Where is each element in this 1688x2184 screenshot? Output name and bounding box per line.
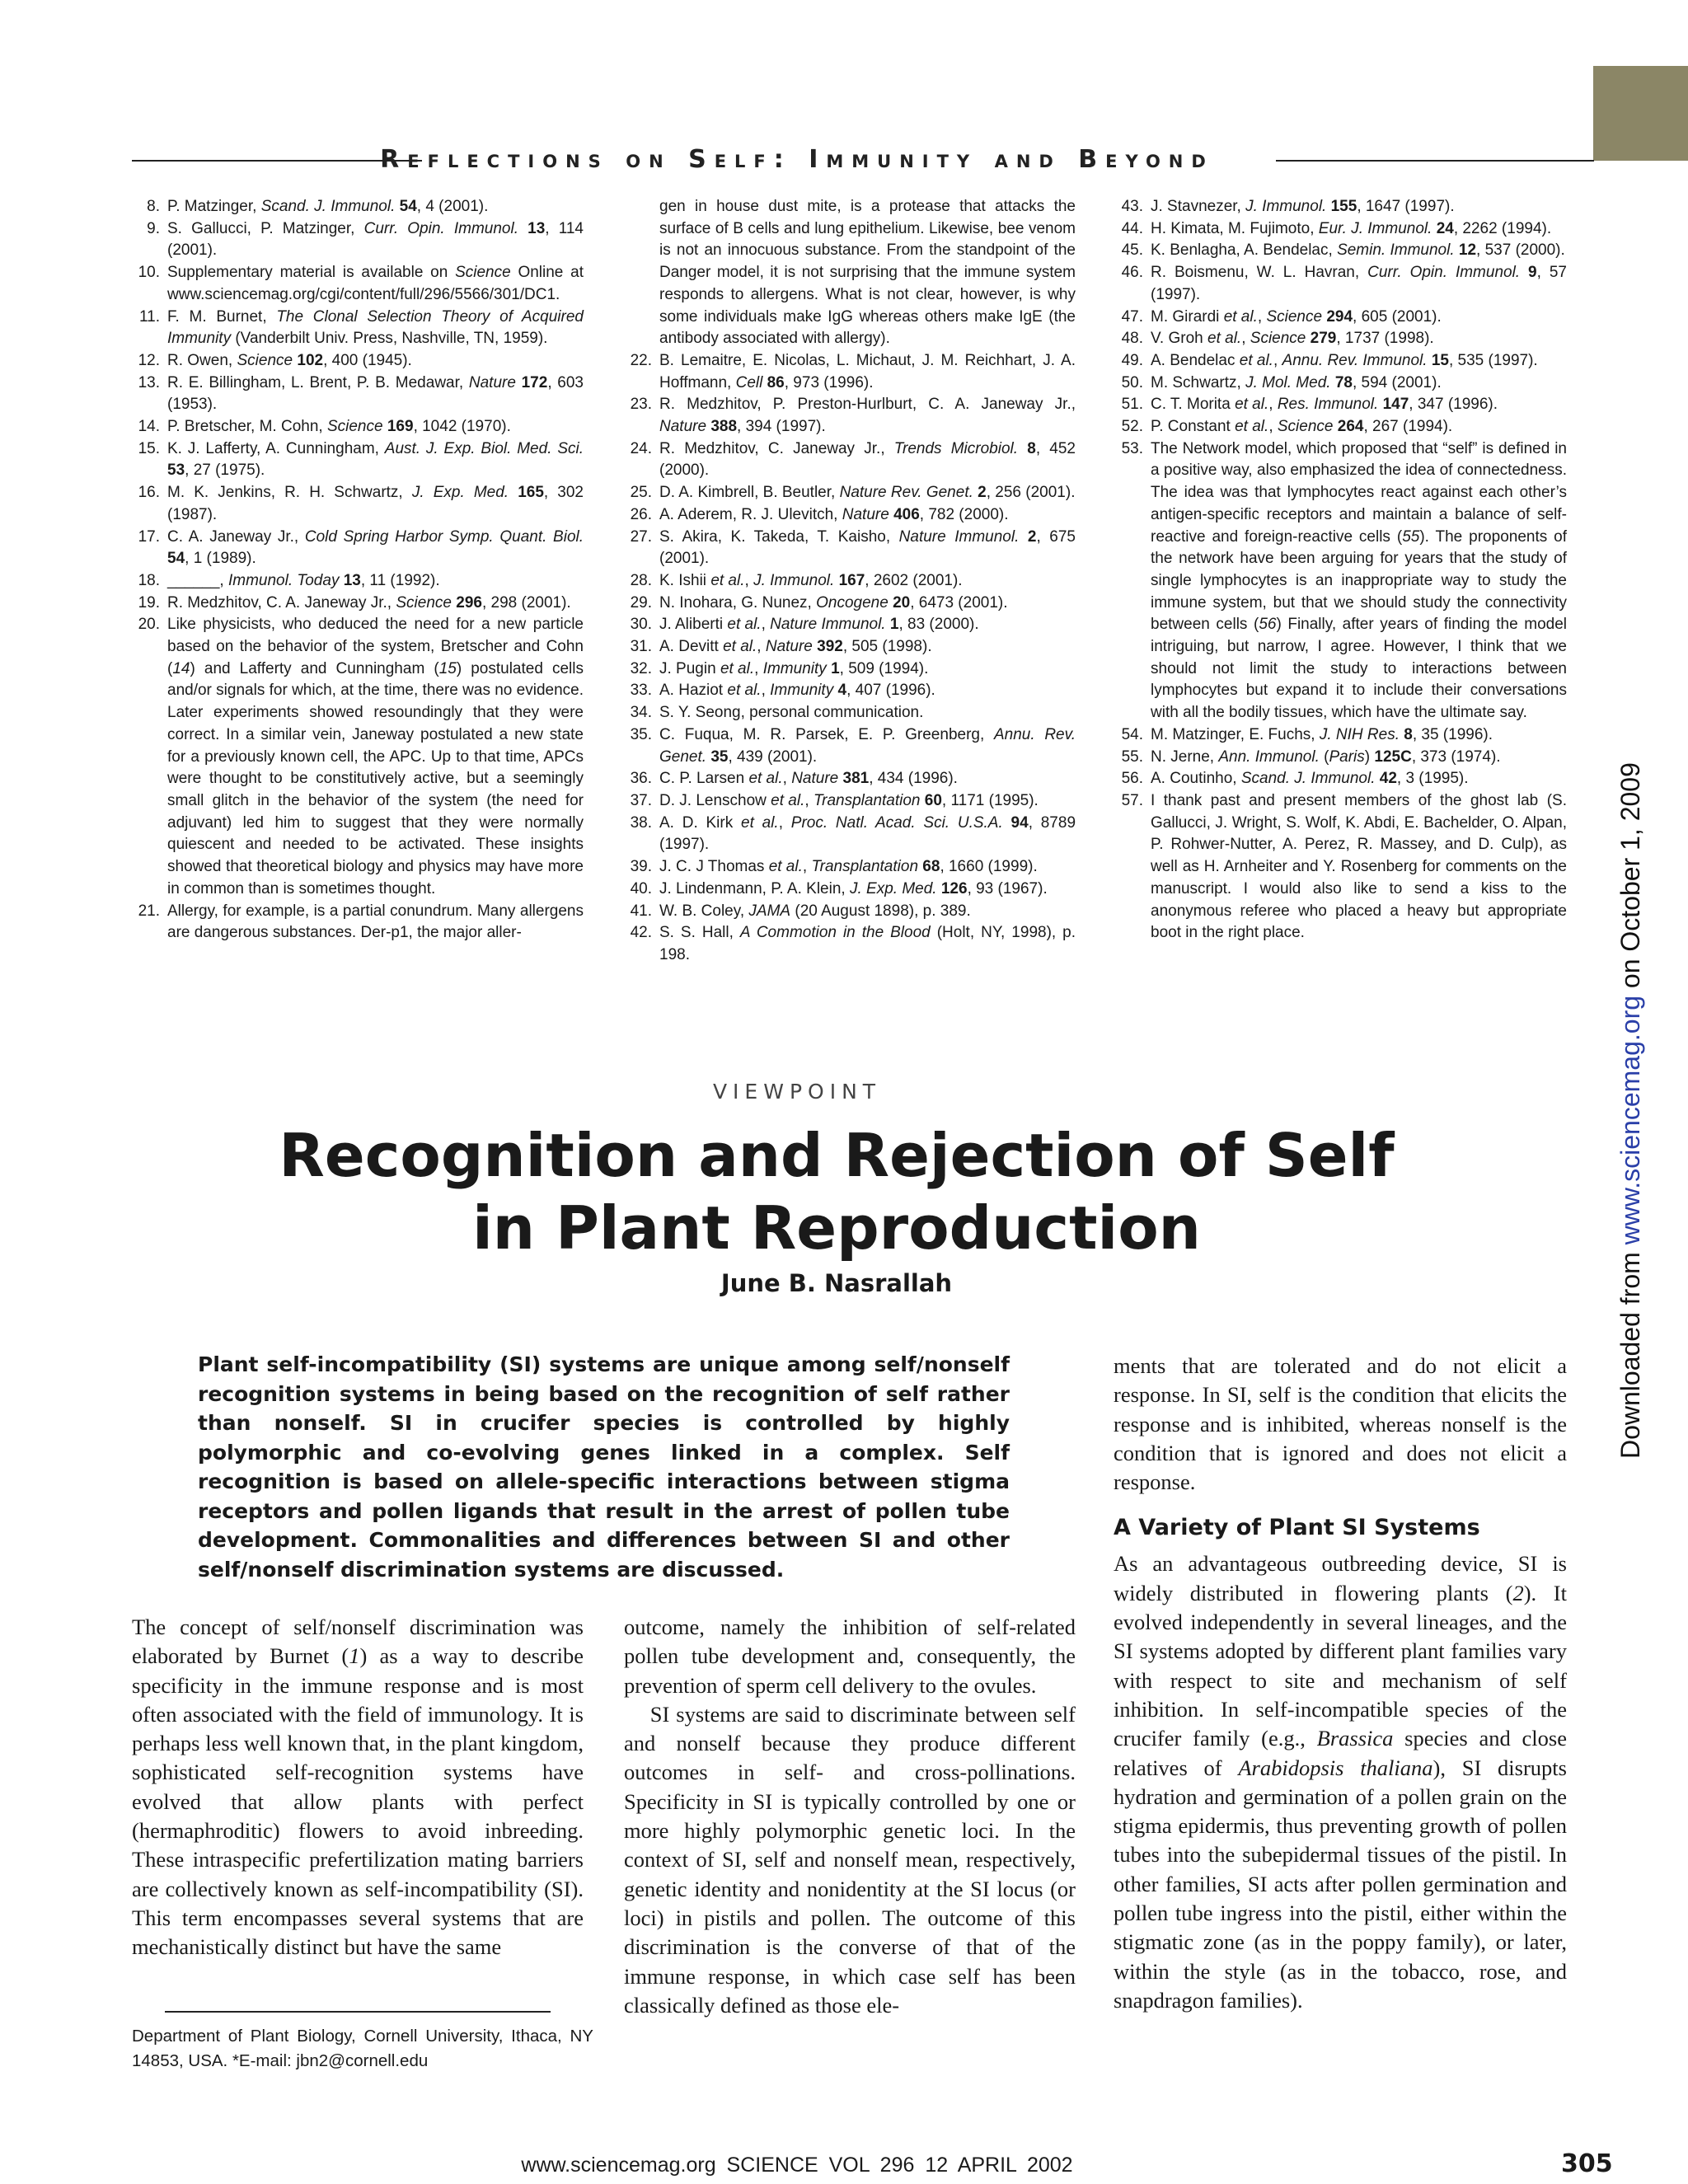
reference-number: 40. [630,879,652,898]
reference-text: N. Jerne, Ann. Immunol. (Paris) 125C, 373 (1974). [1151,748,1501,766]
reference-text: S. Gallucci, P. Matzinger, Curr. Opin. Immunol. 13, 114 (2001). [167,219,584,260]
reference-text: K. Ishii et al., J. Immunol. 167, 2602 (2001). [659,571,963,589]
reference-text: S. Y. Seong, personal communication. [659,704,924,722]
body-column-1 [132,1613,584,1962]
reference-text: A. Bendelac et al., Annu. Rev. Immunol. 15, 535 (1997). [1151,351,1538,369]
reference-text: J. Aliberti et al., Nature Immunol. 1, 83 (2000). [659,616,979,634]
reference-number: 30. [630,616,652,634]
reference-entry [1115,416,1567,438]
reference-number: 27. [630,527,652,546]
reference-entry [624,901,1076,923]
reference-number: 31. [630,638,652,656]
reference-number: 34. [630,704,652,722]
reference-entry [132,614,584,900]
reference-text: R. Boismenu, W. L. Havran, Curr. Opin. Immunol. 9, 57 (1997). [1151,264,1567,303]
reference-entry [624,922,1076,966]
reference-entry [624,813,1076,856]
reference-entry [624,879,1076,901]
reference-entry [624,196,1076,350]
reference-number: 21. [138,902,160,920]
reference-number: 16. [138,484,160,502]
reference-entry [132,527,584,570]
reference-text: K. J. Lafferty, A. Cunningham, Aust. J. Exp. Biol. Med. Sci. 53, 27 (1975). [167,439,584,480]
reference-text: P. Bretscher, M. Cohn, Science 169, 1042 (1970). [167,418,511,436]
download-notice [1615,762,1646,1459]
reference-entry [624,593,1076,615]
reference-text: M. Girardi et al., Science 294, 605 (2001). [1151,307,1442,326]
running-header: Reflections on Self: Immunity and Beyond [380,145,1214,174]
author-name: June B. Nasrallah [720,1269,953,1297]
reference-text: P. Matzinger, Scand. J. Immunol. 54, 4 (2001). [167,198,489,215]
reference-entry [132,416,584,438]
reference-entry [1115,262,1567,306]
reference-entry [624,636,1076,658]
reference-number: 26. [630,505,652,523]
reference-text: J. Lindenmann, P. A. Klein, J. Exp. Med. 126, 93 (1967). [659,879,1048,898]
reference-number: 19. [138,593,160,612]
reference-entry [624,527,1076,570]
reference-number: 48. [1121,330,1143,348]
section-color-tab [1593,66,1688,161]
body-column-2 [624,1613,1076,2020]
reference-number: 56. [1121,770,1143,788]
reference-number: 13. [138,373,160,391]
reference-text: P. Constant et al., Science 264, 267 (1994). [1151,418,1453,436]
reference-text: W. B. Coley, JAMA (20 August 1898), p. 389. [659,902,971,920]
reference-entry [1115,394,1567,416]
reference-text: R. Medzhitov, C. Janeway Jr., Trends Microbiol. 8, 452 (2000). [659,439,1076,480]
reference-number: 37. [630,791,652,809]
article-title [0,1119,1673,1264]
reference-number: 24. [630,439,652,457]
reference-number: 25. [630,484,652,502]
reference-number: 14. [138,418,160,436]
reference-entry [624,350,1076,394]
reference-entry [1115,196,1567,218]
reference-number: 47. [1121,307,1143,326]
reference-text: J. Pugin et al., Immunity 1, 509 (1994). [659,659,929,677]
reference-text: R. Medzhitov, P. Preston-Hurlburt, C. A. Janeway Jr., Nature 388, 394 (1997). [659,396,1076,436]
reference-text: V. Groh et al., Science 279, 1737 (1998). [1151,330,1434,348]
reference-text: C. Fuqua, M. R. Parsek, E. P. Greenberg, Annu. Rev. Genet. 35, 439 (2001). [659,725,1076,766]
reference-text: S. Akira, K. Takeda, T. Kaisho, Nature Immunol. 2, 675 (2001). [659,527,1076,568]
reference-entry [132,482,584,526]
reference-number: 49. [1121,351,1143,369]
reference-number: 17. [138,527,160,546]
reference-entry [132,593,584,615]
reference-entry [132,438,584,482]
reference-number: 9. [147,219,160,237]
reference-entry [1115,790,1567,944]
reference-entry [132,373,584,416]
reference-entry [624,570,1076,593]
reference-text: D. A. Kimbrell, B. Beutler, Nature Rev. Genet. 2, 256 (2001). [659,484,1076,502]
reference-number: 42. [630,924,652,942]
reference-number: 22. [630,351,652,369]
reference-number: 11. [138,307,160,326]
body-column-3 [1114,1352,1567,2015]
reference-entry [624,680,1076,702]
reference-entry [132,307,584,350]
reference-entry [132,570,584,593]
reference-text: The Network model, which proposed that “self” is defined in a positive way, also emphasized the idea of connectedness. The idea was that lymphocytes react against each other’s antigen-specific receptors and maintain a balance of self-reactive and foreign-reactive cells (55). The proponents of the network have been arguing for years that the study of single lymphocytes is an inappropriate way to study the immune system, but that we should study the connectivity between cells (56) Finally, after years of finding the model intriguing, but narrow, I agree. However, I think that we should not limit the study to interactions between lymphocytes but expand it to include their conversations with all the bodily tissues, which have the ultimate say. [1151,439,1567,722]
reference-text: M. Matzinger, E. Fuchs, J. NIH Res. 8, 35 (1996). [1151,725,1493,743]
reference-text: C. A. Janeway Jr., Cold Spring Harbor Symp. Quant. Biol. 54, 1 (1989). [167,527,584,568]
reference-text: A. Haziot et al., Immunity 4, 407 (1996). [659,682,935,700]
reference-entry [1115,307,1567,329]
reference-number: 8. [147,198,160,215]
reference-number: 51. [1121,396,1143,414]
reference-text: J. Stavnezer, J. Immunol. 155, 1647 (1997). [1151,198,1455,215]
reference-number: 50. [1121,373,1143,391]
reference-number: 44. [1121,219,1143,237]
reference-text: B. Lemaitre, E. Nicolas, L. Michaut, J. M. Reichhart, J. A. Hoffmann, Cell 86, 973 (1996). [659,351,1076,391]
reference-text: R. Owen, Science 102, 400 (1945). [167,351,412,369]
reference-entry [624,724,1076,768]
reference-number: 57. [1121,791,1143,809]
article-title-line-1: Recognition and Rejection of Self [279,1121,1395,1190]
reference-text: Like physicists, who deduced the need for a new particle based on the behavior of the system, Bretscher and Cohn (14) and Lafferty and Cunningham (15) postulated cells and/or signals for which, at the time, there was no evidence. Later experiments showed resoundingly that they were correct. In a similar vein, Janeway postulated a new state for a previously known cell, the APC. Up to that time, APCs were thought to be constitutively active, but a seemingly small glitch in the behavior of the system (the need for adjuvant) led him to suggest that they were normally quiescent and needed to be activated. These insights showed that theoretical biology and physics may have more in common than is sometimes thought. [167,616,584,898]
reference-number: 45. [1121,241,1143,260]
reference-text: ______, Immunol. Today 13, 11 (1992). [167,571,440,589]
reference-number: 53. [1121,439,1143,457]
reference-entry [1115,373,1567,395]
reference-entry [1115,438,1567,724]
reference-number: 29. [630,593,652,612]
reference-text: gen in house dust mite, is a protease that attacks the surface of B cells and lung epithelium. Likewise, bee venom is not an innocuous substance. From the standpoint of the Danger model, it is not surprising that the immune system responds to allergens. What is not clear, however, is why some individuals make IgG whereas others make IgE (the antibody associated with allergy). [659,198,1076,348]
references-column-1 [132,196,584,944]
body-paragraph: ments that are tolerated and do not elicit a response. In SI, self is the condition that elicits the response and is inhibited, whereas nonself is the condition that is ignored and does not elicit a response. [1114,1353,1567,1495]
reference-entry [132,901,584,944]
reference-text: C. P. Larsen et al., Nature 381, 434 (1996). [659,770,958,788]
section-label: VIEWPOINT [712,1080,882,1104]
reference-text: K. Benlagha, A. Bendelac, Semin. Immunol. 12, 537 (2000). [1151,241,1565,260]
article-title-line-2: in Plant Reproduction [472,1193,1201,1263]
references-column-2 [624,196,1076,967]
reference-entry [132,350,584,373]
reference-text: S. S. Hall, A Commotion in the Blood (Holt, NY, 1998), p. 198. [659,924,1076,963]
reference-entry [624,438,1076,482]
reference-entry [132,196,584,218]
body-paragraph: As an advantageous outbreeding device, SI is widely distributed in flowering plants (2). It evolved independently in several lineages, and the SI systems adopted by different plant families vary with respect to site and mechanism of self inhibition. In self-incompatible species of the crucifer family (e.g., Brassica species and close relatives of Arabidopsis thaliana), SI disrupts hydration and germination of a pollen grain on the stigma epidermis, thus preventing growth of pollen tubes into the subepidermal tissues of the pistil. In other families, SI acts after pollen germination and pollen tube ingress into the pistil, either within the stigmatic zone (as in the poppy family), or later, within the style (as in the tobacco, rose, and snapdragon families). [1114,1551,1567,2013]
reference-number: 52. [1121,418,1143,436]
reference-number: 10. [138,264,160,282]
reference-number: 46. [1121,264,1143,282]
reference-entry [624,614,1076,636]
page-number: 305 [1561,2149,1613,2178]
reference-text: A. Coutinho, Scand. J. Immunol. 42, 3 (1995). [1151,770,1469,788]
page-footer: www.sciencemag.org SCIENCE VOL 296 12 APRIL 2002 [521,2154,1073,2177]
reference-text: R. E. Billingham, L. Brent, P. B. Medawar, Nature 172, 603 (1953). [167,373,584,414]
reference-number: 28. [630,571,652,589]
reference-text: H. Kimata, M. Fujimoto, Eur. J. Immunol. 24, 2262 (1994). [1151,219,1552,237]
author-affiliation: Department of Plant Biology, Cornell University, Ithaca, NY 14853, USA. *E-mail: jbn2@cornell.edu [132,2027,593,2070]
reference-entry [1115,328,1567,350]
reference-number: 15. [138,439,160,457]
section-heading: A Variety of Plant SI Systems [1114,1515,1480,1541]
reference-number: 54. [1121,725,1143,743]
reference-number: 33. [630,682,652,700]
reference-number: 12. [138,351,160,369]
reference-number: 55. [1121,748,1143,766]
reference-entry [1115,350,1567,373]
reference-entry [624,790,1076,813]
references-column-3 [1115,196,1567,944]
reference-entry [624,702,1076,724]
body-paragraph: SI systems are said to discriminate between self and nonself because they produce different outcomes in self- and cross-pollinations. Specificity in SI is typically controlled by one or more highly polymorphic genetic loci. In the context of SI, self and nonself mean, respectively, genetic identity and nonidentity at the SI locus (or loci) in pistils and pollen. The outcome of this discrimination is the converse of that of the immune response, in which case self has been classically defined as those ele- [624,1701,1076,2018]
reference-number: 23. [630,396,652,414]
reference-number: 39. [630,858,652,876]
body-paragraph: outcome, namely the inhibition of self-related pollen tube development and, consequently, the prevention of sperm cell delivery to the ovules. [624,1615,1076,1698]
reference-entry [1115,768,1567,790]
reference-text: A. Aderem, R. J. Ulevitch, Nature 406, 782 (2000). [659,505,1009,523]
reference-entry [624,504,1076,527]
reference-text: J. C. J Thomas et al., Transplantation 68, 1660 (1999). [659,858,1038,876]
body-paragraph: The concept of self/nonself discrimination was elaborated by Burnet (1) as a way to describe specificity in the immune response and is most often associated with the field of immunology. It is perhaps less well known that, in the plant kingdom, sophisticated self-recognition systems have evolved that allow plants with perfect (hermaphroditic) flowers to avoid inbreeding. These intraspecific prefertilization mating barriers are collectively known as self-incompatibility (SI). This term encompasses several systems that are mechanistically distinct but have the same [132,1615,584,1960]
reference-text: A. D. Kirk et al., Proc. Natl. Acad. Sci. U.S.A. 94, 8789 (1997). [659,813,1076,854]
reference-text: F. M. Burnet, The Clonal Selection Theory of Acquired Immunity (Vanderbilt Univ. Press, Nashville, TN, 1959). [167,307,584,348]
abstract: Plant self-incompatibility (SI) systems are unique among self/nonself recognition systems in being based on the recognition of self rather than nonself. SI in crucifer species is controlled by highly polymorphic and co-evolving genes linked in a complex. Self recognition is based on allele-specific interactions between stigma receptors and pollen ligands that result in the arrest of pollen tube development. Commonalities and differences between SI and other self/nonself discrimination systems are discussed. [198,1352,1010,1582]
reference-number: 36. [630,770,652,788]
reference-entry [1115,240,1567,262]
reference-text: Supplementary material is available on Science Online at www.sciencemag.org/cgi/content/full/296/5566/301/DC1. [167,264,584,303]
reference-number: 43. [1121,198,1143,215]
affiliation-rule [165,2011,551,2013]
reference-entry [1115,747,1567,769]
reference-entry [132,218,584,262]
reference-entry [132,262,584,306]
reference-entry [624,856,1076,879]
reference-entry [624,768,1076,790]
reference-text: M. Schwartz, J. Mol. Med. 78, 594 (2001). [1151,373,1442,391]
reference-text: N. Inohara, G. Nunez, Oncogene 20, 6473 (2001). [659,593,1008,612]
download-notice-date: on October 1, 2009 [1615,762,1645,996]
reference-number: 41. [630,902,652,920]
download-source-link[interactable]: www.sciencemag.org [1615,995,1645,1245]
download-notice-prefix: Downloaded from [1615,1244,1645,1459]
reference-number: 18. [138,571,160,589]
reference-text: C. T. Morita et al., Res. Immunol. 147, 347 (1996). [1151,396,1498,414]
reference-entry [624,658,1076,681]
reference-number: 35. [630,725,652,743]
reference-entry [1115,724,1567,747]
reference-text: D. J. Lenschow et al., Transplantation 60, 1171 (1995). [659,791,1039,809]
reference-text: A. Devitt et al., Nature 392, 505 (1998). [659,638,932,656]
reference-number: 32. [630,659,652,677]
reference-text: M. K. Jenkins, R. H. Schwartz, J. Exp. Med. 165, 302 (1987). [167,484,584,523]
reference-text: Allergy, for example, is a partial conundrum. Many allergens are dangerous substances. Der-p1, the major aller- [167,902,584,942]
reference-entry [1115,218,1567,241]
reference-text: R. Medzhitov, C. A. Janeway Jr., Science 296, 298 (2001). [167,593,571,612]
reference-text: I thank past and present members of the ghost lab (S. Gallucci, J. Wright, S. Wolf, K. Abdi, E. Bachelder, O. Alpan, P. Rohwer-Nutter, A. Perez, R. Massey, and D. Culp), as well as H. Arnheiter and Y. Rosenberg for comments on the manuscript. I would also like to send a kiss to the anonymous referee who placed a heavy but appropriate boot in the right place. [1151,791,1567,942]
reference-entry [624,394,1076,438]
reference-number: 38. [630,813,652,832]
reference-number: 20. [138,616,160,634]
reference-entry [624,482,1076,504]
